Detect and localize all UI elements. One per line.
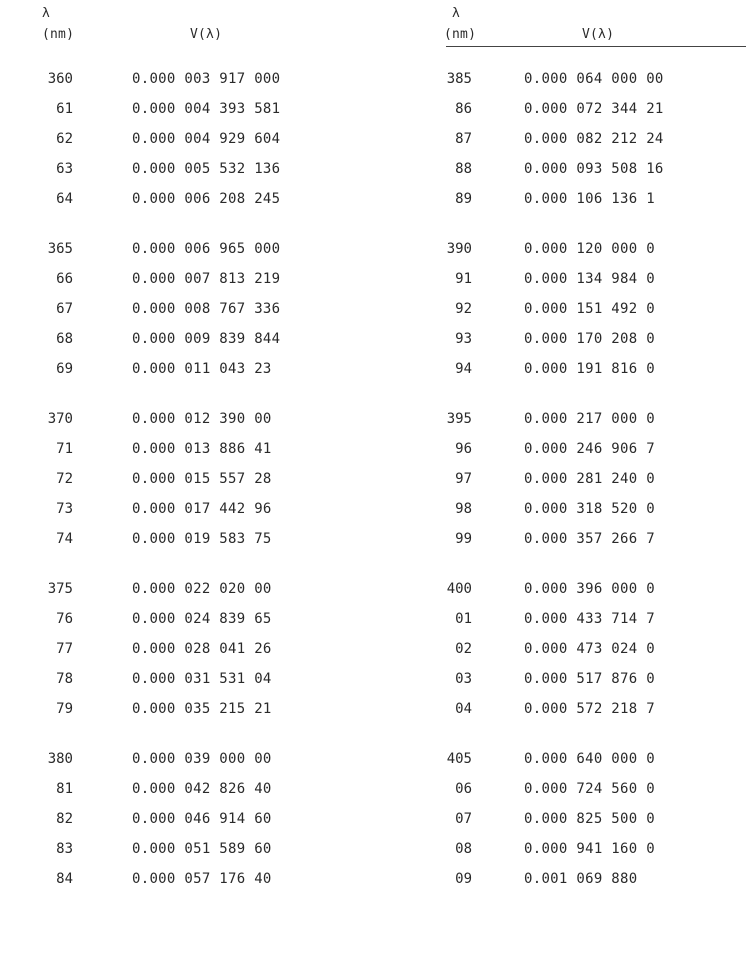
table-row: [380, 124, 750, 154]
table-row: [0, 404, 380, 434]
table-row: [380, 64, 750, 94]
wavelength-cell: 375: [47, 581, 73, 597]
right-value-header: V(λ): [582, 27, 615, 42]
value-cell: 0.000 281 240 0: [524, 471, 655, 487]
value-cell: 0.000 004 929 604: [132, 131, 281, 147]
table-row: [380, 604, 750, 634]
value-cell: 0.000 008 767 336: [132, 301, 281, 317]
value-cell: 0.000 028 041 26: [132, 641, 272, 657]
wavelength-cell: 99: [455, 531, 472, 547]
table-row: [0, 434, 380, 464]
table-row: [0, 64, 380, 94]
table-row: [380, 434, 750, 464]
value-cell: 0.000 191 816 0: [524, 361, 655, 377]
row-group: [380, 64, 750, 214]
table-row: [380, 634, 750, 664]
value-cell: 0.000 396 000 0: [524, 581, 655, 597]
row-group: [0, 744, 380, 894]
left-unit-header: (nm): [42, 27, 75, 42]
wavelength-cell: 02: [455, 641, 472, 657]
value-cell: 0.000 473 024 0: [524, 641, 655, 657]
value-cell: 0.000 015 557 28: [132, 471, 272, 487]
table-row: [0, 354, 380, 384]
value-cell: 0.000 012 390 00: [132, 411, 272, 427]
value-cell: 0.000 007 813 219: [132, 271, 281, 287]
value-cell: 0.001 069 880: [524, 871, 638, 887]
wavelength-cell: 09: [455, 871, 472, 887]
wavelength-cell: 96: [455, 441, 472, 457]
right-lambda-header: λ: [452, 6, 461, 21]
value-cell: 0.000 134 984 0: [524, 271, 655, 287]
value-cell: 0.000 051 589 60: [132, 841, 272, 857]
table-row: [0, 864, 380, 894]
value-cell: 0.000 024 839 65: [132, 611, 272, 627]
value-cell: 0.000 093 508 16: [524, 161, 664, 177]
value-cell: 0.000 170 208 0: [524, 331, 655, 347]
value-cell: 0.000 019 583 75: [132, 531, 272, 547]
wavelength-cell: 04: [455, 701, 472, 717]
wavelength-cell: 87: [455, 131, 472, 147]
value-cell: 0.000 022 020 00: [132, 581, 272, 597]
table-row: [0, 294, 380, 324]
value-cell: 0.000 013 886 41: [132, 441, 272, 457]
table-row: [0, 634, 380, 664]
wavelength-cell: 97: [455, 471, 472, 487]
value-cell: 0.000 057 176 40: [132, 871, 272, 887]
wavelength-cell: 390: [446, 241, 472, 257]
value-cell: 0.000 009 839 844: [132, 331, 281, 347]
header-rule: [446, 46, 746, 47]
wavelength-cell: 03: [455, 671, 472, 687]
wavelength-cell: 61: [56, 101, 73, 117]
table-row: [0, 774, 380, 804]
value-cell: 0.000 318 520 0: [524, 501, 655, 517]
table-row: [380, 494, 750, 524]
wavelength-cell: 06: [455, 781, 472, 797]
wavelength-cell: 92: [455, 301, 472, 317]
value-cell: 0.000 941 160 0: [524, 841, 655, 857]
table-row: [380, 574, 750, 604]
table-row: [0, 154, 380, 184]
value-cell: 0.000 825 500 0: [524, 811, 655, 827]
table-row: [380, 804, 750, 834]
table-row: [0, 694, 380, 724]
table-row: [380, 354, 750, 384]
value-cell: 0.000 082 212 24: [524, 131, 664, 147]
table-row: [380, 774, 750, 804]
wavelength-cell: 69: [56, 361, 73, 377]
wavelength-cell: 79: [56, 701, 73, 717]
value-cell: 0.000 039 000 00: [132, 751, 272, 767]
value-cell: 0.000 005 532 136: [132, 161, 281, 177]
table-row: [0, 324, 380, 354]
value-cell: 0.000 072 344 21: [524, 101, 664, 117]
wavelength-cell: 72: [56, 471, 73, 487]
row-group: [380, 234, 750, 384]
wavelength-cell: 07: [455, 811, 472, 827]
value-cell: 0.000 004 393 581: [132, 101, 281, 117]
wavelength-cell: 370: [47, 411, 73, 427]
table-row: [380, 744, 750, 774]
wavelength-cell: 88: [455, 161, 472, 177]
wavelength-cell: 94: [455, 361, 472, 377]
table-row: [0, 184, 380, 214]
row-group: [380, 744, 750, 894]
row-group: [380, 574, 750, 724]
table-row: [0, 604, 380, 634]
right-rows: [380, 64, 750, 914]
value-cell: 0.000 640 000 0: [524, 751, 655, 767]
row-group: [0, 234, 380, 384]
table-row: [380, 694, 750, 724]
table-row: [380, 184, 750, 214]
value-cell: 0.000 035 215 21: [132, 701, 272, 717]
table-row: [380, 524, 750, 554]
wavelength-cell: 63: [56, 161, 73, 177]
table-row: [0, 834, 380, 864]
table-row: [380, 464, 750, 494]
table-row: [380, 94, 750, 124]
table-row: [0, 494, 380, 524]
wavelength-cell: 89: [455, 191, 472, 207]
wavelength-cell: 91: [455, 271, 472, 287]
table-row: [380, 264, 750, 294]
value-cell: 0.000 031 531 04: [132, 671, 272, 687]
wavelength-cell: 86: [455, 101, 472, 117]
value-cell: 0.000 357 266 7: [524, 531, 655, 547]
wavelength-cell: 66: [56, 271, 73, 287]
wavelength-cell: 83: [56, 841, 73, 857]
table-row: [0, 524, 380, 554]
wavelength-cell: 76: [56, 611, 73, 627]
value-cell: 0.000 724 560 0: [524, 781, 655, 797]
value-cell: 0.000 006 965 000: [132, 241, 281, 257]
wavelength-cell: 01: [455, 611, 472, 627]
value-cell: 0.000 246 906 7: [524, 441, 655, 457]
table-row: [0, 94, 380, 124]
value-cell: 0.000 006 208 245: [132, 191, 281, 207]
wavelength-cell: 74: [56, 531, 73, 547]
wavelength-cell: 405: [446, 751, 472, 767]
wavelength-cell: 365: [47, 241, 73, 257]
row-group: [0, 574, 380, 724]
table-row: [380, 834, 750, 864]
table-row: [380, 154, 750, 184]
table-row: [0, 574, 380, 604]
row-group: [0, 64, 380, 214]
value-cell: 0.000 217 000 0: [524, 411, 655, 427]
value-cell: 0.000 106 136 1: [524, 191, 655, 207]
table-row: [380, 864, 750, 894]
value-cell: 0.000 046 914 60: [132, 811, 272, 827]
left-value-header: V(λ): [190, 27, 223, 42]
wavelength-cell: 380: [47, 751, 73, 767]
wavelength-cell: 82: [56, 811, 73, 827]
table-row: [380, 324, 750, 354]
wavelength-cell: 395: [446, 411, 472, 427]
table-row: [0, 804, 380, 834]
table-row: [380, 664, 750, 694]
value-cell: 0.000 042 826 40: [132, 781, 272, 797]
table-row: [0, 234, 380, 264]
wavelength-cell: 77: [56, 641, 73, 657]
value-cell: 0.000 433 714 7: [524, 611, 655, 627]
wavelength-cell: 73: [56, 501, 73, 517]
left-lambda-header: λ: [42, 6, 51, 21]
value-cell: 0.000 011 043 23: [132, 361, 272, 377]
wavelength-cell: 68: [56, 331, 73, 347]
wavelength-cell: 81: [56, 781, 73, 797]
value-cell: 0.000 120 000 0: [524, 241, 655, 257]
value-cell: 0.000 003 917 000: [132, 71, 281, 87]
table-row: [0, 744, 380, 774]
table-row: [380, 294, 750, 324]
left-rows: [0, 64, 380, 914]
value-cell: 0.000 572 218 7: [524, 701, 655, 717]
value-cell: 0.000 517 876 0: [524, 671, 655, 687]
table-row: [0, 664, 380, 694]
wavelength-cell: 64: [56, 191, 73, 207]
table-row: [0, 264, 380, 294]
wavelength-cell: 84: [56, 871, 73, 887]
value-cell: 0.000 064 000 00: [524, 71, 664, 87]
value-cell: 0.000 151 492 0: [524, 301, 655, 317]
value-cell: 0.000 017 442 96: [132, 501, 272, 517]
wavelength-cell: 67: [56, 301, 73, 317]
table-row: [0, 464, 380, 494]
row-group: [380, 404, 750, 554]
wavelength-cell: 98: [455, 501, 472, 517]
table-row: [380, 234, 750, 264]
wavelength-cell: 62: [56, 131, 73, 147]
right-unit-header: (nm): [444, 27, 477, 42]
wavelength-cell: 71: [56, 441, 73, 457]
wavelength-cell: 385: [446, 71, 472, 87]
wavelength-cell: 08: [455, 841, 472, 857]
table-row: [0, 124, 380, 154]
wavelength-cell: 400: [446, 581, 472, 597]
table-row: [380, 404, 750, 434]
row-group: [0, 404, 380, 554]
wavelength-cell: 93: [455, 331, 472, 347]
wavelength-cell: 360: [47, 71, 73, 87]
wavelength-cell: 78: [56, 671, 73, 687]
